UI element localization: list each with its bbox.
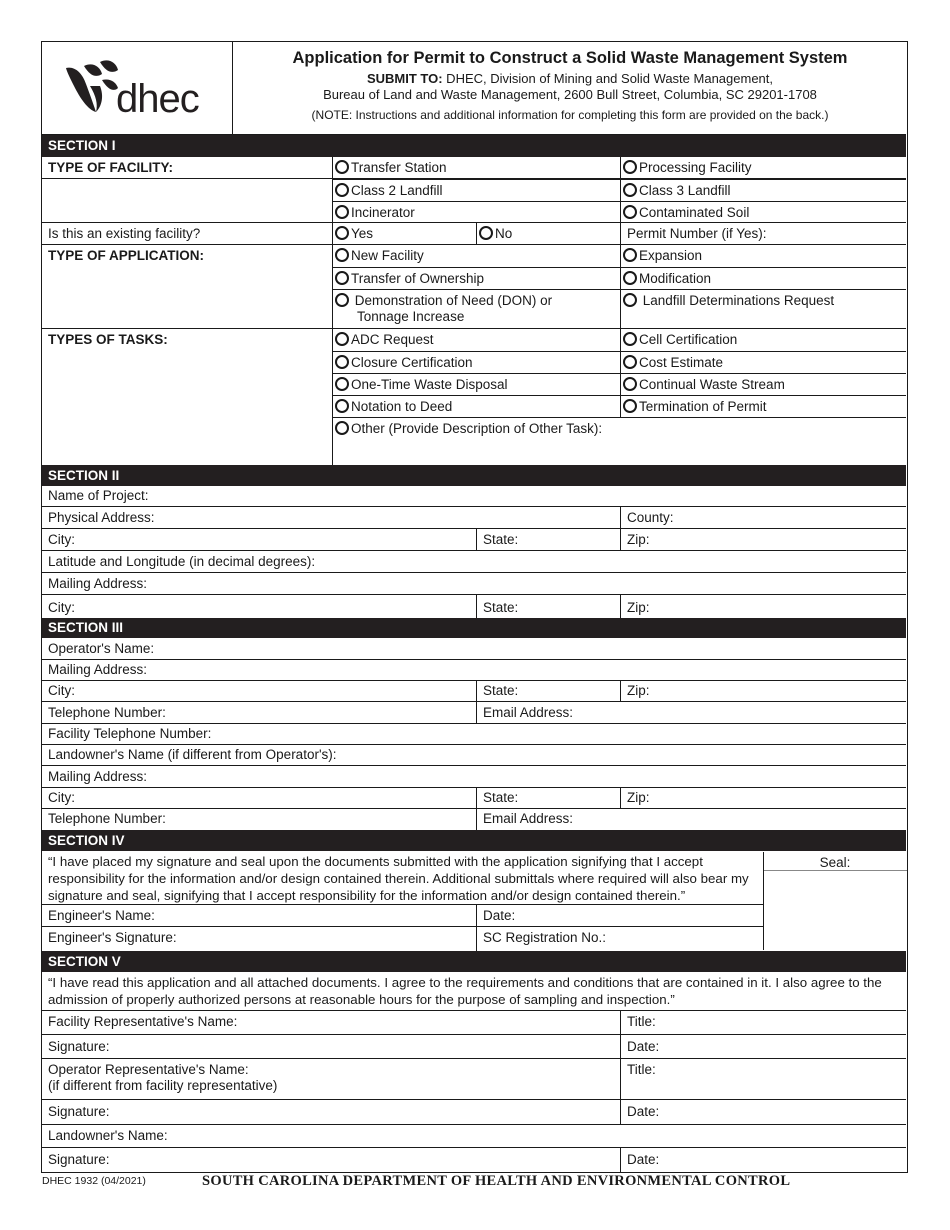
facility-label: TYPE OF FACILITY: xyxy=(48,160,174,175)
city-row-2 xyxy=(42,595,906,618)
option-closure-certification[interactable]: Closure Certification xyxy=(332,351,620,373)
operator-city-row xyxy=(42,681,906,702)
title-field[interactable]: Title: xyxy=(620,1011,906,1034)
radio-icon[interactable] xyxy=(623,399,637,413)
application-row-2 xyxy=(42,267,906,289)
city-row-1 xyxy=(42,529,906,551)
application-row-1 xyxy=(42,245,906,267)
radio-icon[interactable] xyxy=(335,399,349,413)
zip-field[interactable]: Zip: xyxy=(620,681,906,701)
existing-facility-label: Is this an existing facility? xyxy=(48,226,201,241)
zip-field[interactable]: Zip: xyxy=(620,529,906,550)
department-name: SOUTH CAROLINA DEPARTMENT OF HEALTH AND ENVIRONMENTAL CONTROL xyxy=(202,1173,791,1189)
option-adc-request[interactable]: ADC Request xyxy=(332,329,620,351)
option-class-2-landfill[interactable]: Class 2 Landfill xyxy=(332,179,620,201)
city-field[interactable]: City: xyxy=(48,600,75,615)
option-transfer-station[interactable]: Transfer Station xyxy=(332,157,620,178)
option-contaminated-soil[interactable]: Contaminated Soil xyxy=(620,201,906,222)
application-row-3 xyxy=(42,289,906,329)
option-landfill-determinations[interactable]: Landfill Determinations Request xyxy=(620,289,906,328)
radio-icon[interactable] xyxy=(335,293,349,307)
radio-icon[interactable] xyxy=(335,183,349,197)
state-field[interactable]: State: xyxy=(476,595,620,618)
title-field[interactable]: Title: xyxy=(620,1059,906,1099)
tasks-row-other xyxy=(42,417,906,465)
state-field[interactable]: State: xyxy=(476,529,620,550)
signature-field[interactable]: Signature: xyxy=(48,1104,110,1119)
radio-icon[interactable] xyxy=(335,248,349,262)
zip-field[interactable]: Zip: xyxy=(620,788,906,808)
mailing-address-field[interactable]: Mailing Address: xyxy=(48,576,148,591)
option-one-time-waste-disposal[interactable]: One-Time Waste Disposal xyxy=(332,373,620,395)
project-name-row xyxy=(42,486,906,507)
option-class-3-landfill[interactable]: Class 3 Landfill xyxy=(620,179,906,201)
radio-icon[interactable] xyxy=(335,332,349,346)
city-field[interactable]: City: xyxy=(48,683,75,698)
facility-telephone-field[interactable]: Facility Telephone Number: xyxy=(48,726,212,741)
form-header xyxy=(42,42,906,135)
lat-long-field[interactable]: Latitude and Longitude (in decimal degrees): xyxy=(48,554,316,569)
option-no[interactable]: No xyxy=(476,223,620,244)
radio-icon[interactable] xyxy=(623,248,637,262)
seal-label: Seal: xyxy=(819,855,851,870)
date-field[interactable]: Date: xyxy=(620,1148,906,1172)
landowner-name-field[interactable]: Landowner's Name (if different from Operator's): xyxy=(48,747,337,762)
option-transfer-of-ownership[interactable]: Transfer of Ownership xyxy=(332,267,620,289)
submit-line1: DHEC, Division of Mining and Solid Waste Management, xyxy=(442,71,774,86)
city-field[interactable]: City: xyxy=(48,790,75,805)
dhec-logo xyxy=(62,56,217,118)
landowner-mailing-row xyxy=(42,766,906,788)
radio-icon[interactable] xyxy=(335,205,349,219)
agreement-statement: “I have read this application and all attached documents. I agree to the requirements and conditions that are contained in it. I also agree to the admission of properly authorized persons at reasonable hours for the purpose of sampling and inspection.” xyxy=(48,975,882,1007)
mailing-address-row xyxy=(42,573,906,595)
zip-field[interactable]: Zip: xyxy=(620,595,906,618)
tasks-row-1 xyxy=(42,329,906,351)
telephone-field[interactable]: Telephone Number: xyxy=(48,705,166,720)
radio-icon[interactable] xyxy=(623,271,637,285)
tasks-label: TYPES OF TASKS: xyxy=(48,332,168,347)
date-field[interactable]: Date: xyxy=(620,1100,906,1124)
operator-rep-row xyxy=(42,1059,906,1100)
landowner-signature-row xyxy=(42,1148,906,1172)
telephone-field[interactable]: Telephone Number: xyxy=(48,811,166,826)
option-other-task[interactable]: Other (Provide Description of Other Task): xyxy=(332,417,906,465)
state-field[interactable]: State: xyxy=(476,788,620,808)
city-field[interactable]: City: xyxy=(48,532,75,547)
agreement-row xyxy=(42,972,906,1011)
facility-rep-row xyxy=(42,1011,906,1035)
signature-field[interactable]: Signature: xyxy=(48,1039,110,1054)
date-field[interactable]: Date: xyxy=(476,905,763,926)
engineer-signature-row xyxy=(42,927,763,951)
option-processing-facility[interactable]: Processing Facility xyxy=(620,157,906,178)
radio-icon[interactable] xyxy=(623,183,637,197)
email-field[interactable]: Email Address: xyxy=(476,702,906,723)
facility-row-1 xyxy=(42,157,906,179)
submit-line2: Bureau of Land and Waste Management, 2600 Bull Street, Columbia, SC 29201-1708 xyxy=(323,87,817,102)
form-frame xyxy=(41,41,908,1173)
facility-signature-row xyxy=(42,1035,906,1059)
section-2-header: SECTION II xyxy=(42,465,906,486)
physical-address-field[interactable]: Physical Address: xyxy=(48,510,155,525)
landowner-city-row xyxy=(42,788,906,809)
radio-icon[interactable] xyxy=(623,205,637,219)
signature-field[interactable]: Signature: xyxy=(48,1152,110,1167)
engineer-name-field[interactable]: Engineer's Name: xyxy=(48,908,155,923)
seal-area[interactable] xyxy=(764,870,907,950)
radio-icon[interactable] xyxy=(623,160,637,174)
svg-text:dhec: dhec xyxy=(116,77,199,118)
option-yes[interactable]: Yes xyxy=(332,223,476,244)
option-new-facility[interactable]: New Facility xyxy=(332,245,620,267)
application-label: TYPE OF APPLICATION: xyxy=(48,248,205,263)
operator-rep-name-field[interactable]: Operator Representative's Name: (if different from facility representative) xyxy=(48,1062,278,1093)
facility-row-2 xyxy=(42,179,906,201)
existing-facility-row xyxy=(42,223,906,245)
option-cost-estimate[interactable]: Cost Estimate xyxy=(620,351,906,373)
landowner-name-field[interactable]: Landowner's Name: xyxy=(48,1128,168,1143)
form-code: DHEC 1932 (04/2021) xyxy=(42,1175,146,1187)
radio-icon[interactable] xyxy=(335,226,349,240)
operator-signature-row xyxy=(42,1100,906,1125)
state-field[interactable]: State: xyxy=(476,681,620,701)
county-field[interactable]: County: xyxy=(620,507,906,528)
engineer-signature-field[interactable]: Engineer's Signature: xyxy=(48,930,177,945)
radio-icon[interactable] xyxy=(623,355,637,369)
radio-icon[interactable] xyxy=(335,421,349,435)
seal-box[interactable] xyxy=(763,852,906,950)
option-continual-waste-stream[interactable]: Continual Waste Stream xyxy=(620,373,906,395)
landowner-name-row xyxy=(42,745,906,766)
facility-phone-row xyxy=(42,724,906,745)
option-modification[interactable]: Modification xyxy=(620,267,906,289)
section-5-header: SECTION V xyxy=(42,951,906,972)
operator-phone-row xyxy=(42,702,906,724)
sc-registration-field[interactable]: SC Registration No.: xyxy=(476,927,763,951)
option-demonstration-of-need[interactable]: Demonstration of Need (DON) or Tonnage Increase xyxy=(332,289,620,328)
mailing-address-field[interactable]: Mailing Address: xyxy=(48,769,148,784)
radio-icon[interactable] xyxy=(623,377,637,391)
physical-address-row xyxy=(42,507,906,529)
engineer-statement: “I have placed my signature and seal upon the documents submitted with the application signifying that I accept responsibility for the information and/or design contained therein. Additional submittals where required will also bear my signature and seal, signifying that I accept responsibility for the information and/or design contained therein.” xyxy=(48,854,749,903)
option-termination-of-permit[interactable]: Termination of Permit xyxy=(620,395,906,417)
mailing-address-field[interactable]: Mailing Address: xyxy=(48,662,148,677)
radio-icon[interactable] xyxy=(479,226,493,240)
landowner-phone-row xyxy=(42,809,906,830)
facility-row-3 xyxy=(42,201,906,223)
option-incinerator[interactable]: Incinerator xyxy=(332,201,620,222)
section-4-header: SECTION IV xyxy=(42,830,906,851)
facility-rep-name-field[interactable]: Facility Representative's Name: xyxy=(48,1014,238,1029)
submit-to xyxy=(234,71,906,103)
operator-name-field[interactable]: Operator's Name: xyxy=(48,641,155,656)
lat-long-row xyxy=(42,551,906,573)
section-3-header: SECTION III xyxy=(42,618,906,638)
date-field[interactable]: Date: xyxy=(620,1035,906,1058)
radio-icon[interactable] xyxy=(623,293,637,307)
tasks-row-3 xyxy=(42,373,906,395)
engineer-name-row xyxy=(42,905,763,927)
permit-number-field[interactable]: Permit Number (if Yes): xyxy=(620,223,906,244)
tasks-row-2 xyxy=(42,351,906,373)
option-notation-to-deed[interactable]: Notation to Deed xyxy=(332,395,620,417)
email-field[interactable]: Email Address: xyxy=(476,809,906,830)
submit-label: SUBMIT TO: xyxy=(366,71,443,86)
option-expansion[interactable]: Expansion xyxy=(620,245,906,267)
radio-icon[interactable] xyxy=(623,332,637,346)
radio-icon[interactable] xyxy=(335,160,349,174)
operator-name-row xyxy=(42,638,906,660)
form-note: (NOTE: Instructions and additional information for completing this form are provided on the back.) xyxy=(311,108,829,122)
project-name-field[interactable]: Name of Project: xyxy=(48,488,149,503)
logo-box xyxy=(42,42,233,135)
radio-icon[interactable] xyxy=(335,377,349,391)
operator-mailing-row xyxy=(42,660,906,681)
radio-icon[interactable] xyxy=(335,355,349,369)
header-text xyxy=(234,42,906,122)
radio-icon[interactable] xyxy=(335,271,349,285)
section-1-header: SECTION I xyxy=(42,135,906,157)
option-cell-certification[interactable]: Cell Certification xyxy=(620,329,906,351)
landowner-row xyxy=(42,1125,906,1148)
engineer-statement-row xyxy=(42,851,763,905)
form-title: Application for Permit to Construct a Solid Waste Management System xyxy=(292,49,848,67)
tasks-row-4 xyxy=(42,395,906,417)
